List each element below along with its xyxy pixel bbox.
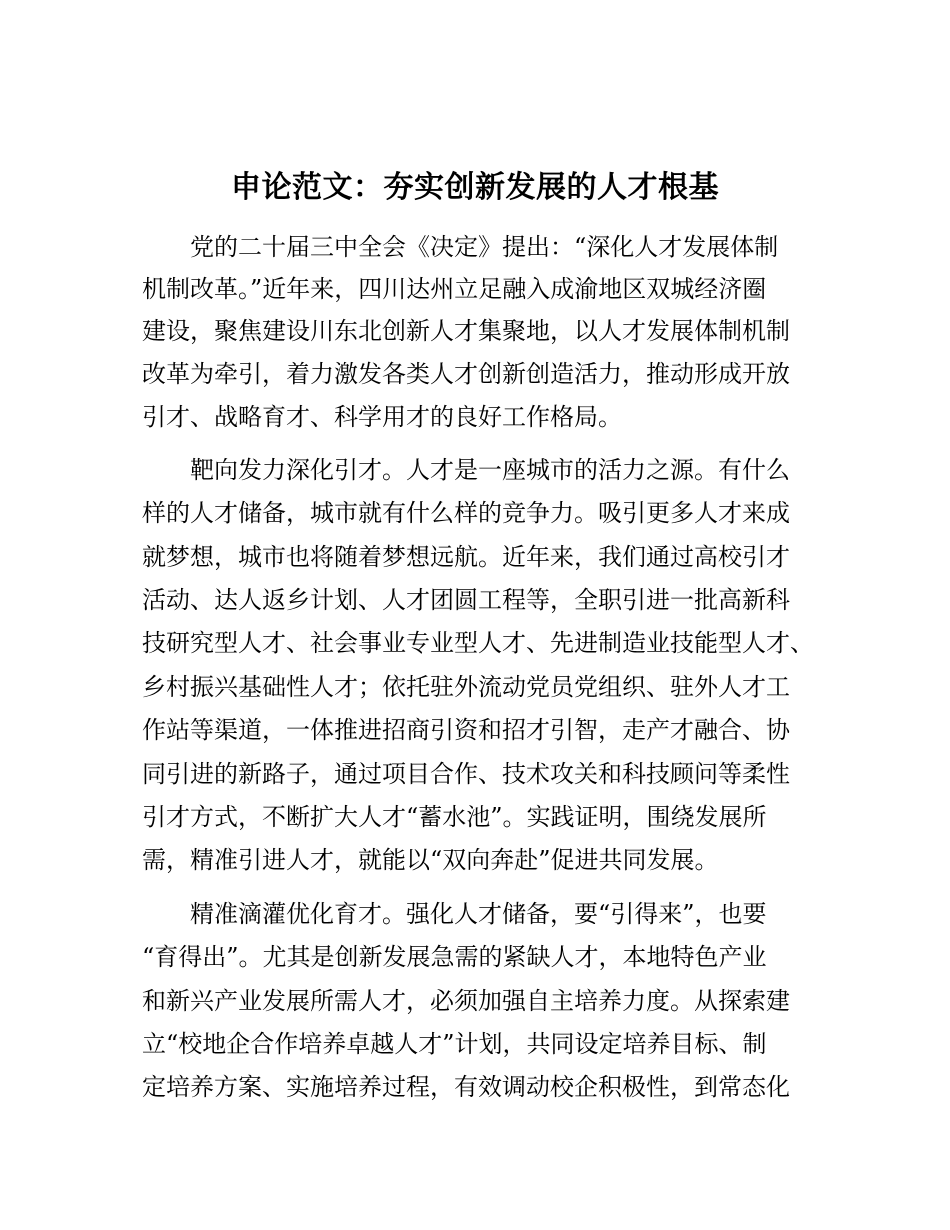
page-title: 申论范文：夯实创新发展的人才根基: [231, 170, 719, 205]
paragraph-3-line-2: “育得出”。尤其是创新发展急需的紧缺人才，本地特色产业: [142, 943, 767, 971]
paragraph-1-line-2: 机制改革。”近年来，四川达州立足融入成渝地区双城经济圈: [142, 275, 767, 303]
paragraph-1-line-3: 建设，聚焦建设川东北创新人才集聚地，以人才发展体制机制: [142, 317, 790, 345]
paragraph-2-line-5: 技研究型人才、社会事业专业型人才、先进制造业技能型人才、: [142, 629, 814, 657]
paragraph-1-line-4: 改革为牵引，着力激发各类人才创新创造活力，推动形成开放: [142, 360, 790, 388]
paragraph-2-line-6: 乡村振兴基础性人才；依托驻外流动党员党组织、驻外人才工: [142, 673, 790, 701]
paragraph-2-line-7: 作站等渠道，一体推进招商引资和招才引智，走产才融合、协: [142, 716, 790, 744]
paragraph-1-line-5: 引才、战略育才、科学用才的良好工作格局。: [142, 403, 622, 431]
paragraph-2-line-10: 需，精准引进人才，就能以“双向奔赴”促进共同发展。: [142, 846, 719, 874]
paragraph-2-line-3: 就梦想，城市也将随着梦想远航。近年来，我们通过高校引才: [142, 543, 790, 571]
paragraph-2-line-4: 活动、达人返乡计划、人才团圆工程等，全职引进一批高新科: [142, 586, 790, 614]
paragraph-2-line-1: 靶向发力深化引才。人才是一座城市的活力之源。有什么: [190, 456, 790, 484]
paragraph-2-line-2: 样的人才储备，城市就有什么样的竞争力。吸引更多人才来成: [142, 499, 790, 527]
paragraph-2-line-9: 引才方式，不断扩大人才“蓄水池”。实践证明，围绕发展所: [142, 803, 767, 831]
paragraph-1-line-1: 党的二十届三中全会《决定》提出：“深化人才发展体制: [190, 233, 779, 261]
paragraph-2-line-8: 同引进的新路子，通过项目合作、技术攻关和科技顾问等柔性: [142, 760, 790, 788]
paragraph-3-line-5: 定培养方案、实施培养过程，有效调动校企积极性，到常态化: [142, 1073, 790, 1101]
paragraph-3-line-1: 精准滴灌优化育才。强化人才储备，要“引得来”，也要: [190, 900, 767, 928]
paragraph-3-line-4: 立“校地企合作培养卓越人才”计划，共同设定培养目标、制: [142, 1030, 767, 1058]
paragraph-3-line-3: 和新兴产业发展所需人才，必须加强自主培养力度。从探索建: [142, 987, 790, 1015]
